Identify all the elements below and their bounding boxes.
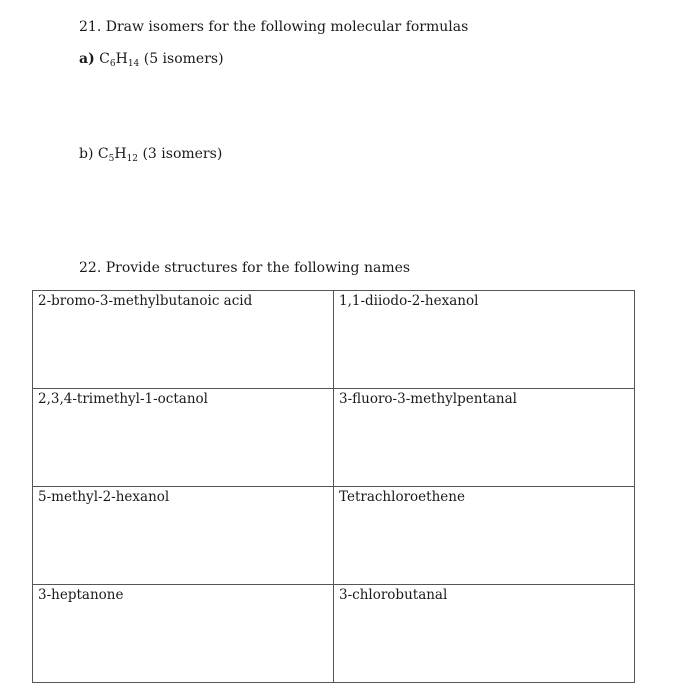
table-cell: 3-fluoro-3-methylpentanal [334,389,635,487]
formula-element: C [97,146,109,162]
part-a-isomer-count: (5 isomers) [139,51,224,67]
question-22-title: 22. Provide structures for the following names [79,260,411,276]
formula-element: H [114,146,127,162]
part-b-isomer-count: (3 isomers) [138,146,223,162]
table-cell: 3-chlorobutanal [334,585,635,683]
table-cell: 2,3,4-trimethyl-1-octanol [33,389,334,487]
question-21-title: 21. Draw isomers for the following molecular formulas [79,19,469,35]
part-a-label: a) [79,51,95,67]
table-row [33,585,635,683]
table-cell: 1,1-diiodo-2-hexanol [334,291,635,389]
table-cell: Tetrachloroethene [334,487,635,585]
table-cell: 5-methyl-2-hexanol [33,487,334,585]
formula-element: C [99,51,110,67]
question-21b [79,146,222,164]
table-row [33,291,635,389]
formula-element: H [115,51,128,67]
formula-subscript: 12 [126,154,139,164]
formula-subscript: 14 [127,59,140,69]
compound-names-table [32,290,635,683]
formula-c5h12 [98,146,138,162]
question-21a [79,51,224,69]
table-cell: 2-bromo-3-methylbutanoic acid [33,291,334,389]
formula-c6h14 [99,51,139,67]
table-row [33,389,635,487]
table-row [33,487,635,585]
part-b-label: b) [79,146,94,162]
formula-subscript: 6 [109,59,116,69]
formula-subscript: 5 [108,154,115,164]
table-cell: 3-heptanone [33,585,334,683]
